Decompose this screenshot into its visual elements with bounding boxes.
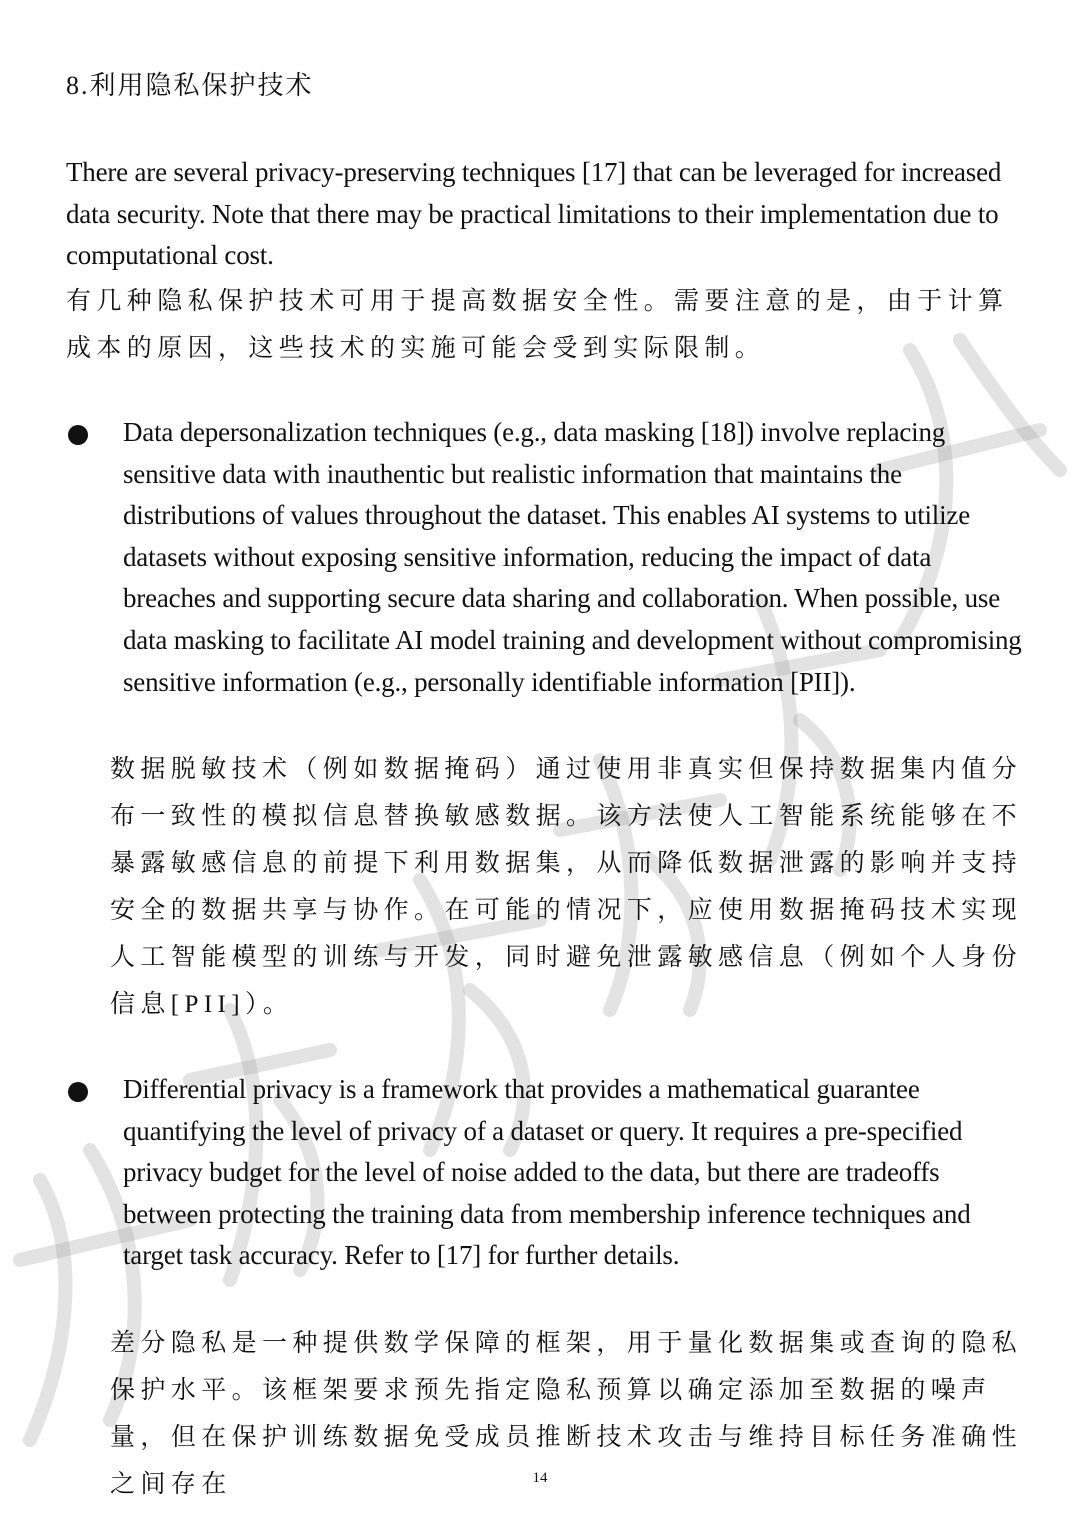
bullet-differential-privacy-en: Differential privacy is a framework that provides a mathematical guarantee quantifying the level of privacy of a dataset or query. It requires a pre-specified privacy budget for the level of noise added to the data, but there are tradeoffs between protecting the training data from membership inference techniques and target task accuracy. Refer to [17] for further details. xyxy=(123,1074,971,1271)
intro-paragraph-zh: 有几种隐私保护技术可用于提高数据安全性。需要注意的是，由于计算成本的原因，这些技术的实施可能会受到实际限制。 xyxy=(66,288,1009,362)
bullet-dot-icon xyxy=(68,1082,88,1102)
section-heading: 8.利用隐私保护技术 xyxy=(66,71,314,100)
bullet-data-depersonalization-zh: 数据脱敏技术（例如数据掩码）通过使用非真实但保持数据集内值分布一致性的模拟信息替换敏感数据。该方法使人工智能系统能够在不暴露敏感信息的前提下利用数据集，从而降低数据泄露的影响并支持安全的数据共享与协作。在可能的情况下，应使用数据掩码技术实现人工智能模型的训练与开发，同时避免泄露敏感信息（例如个人身份信息[PII]）。 xyxy=(110,756,1023,1018)
bullet-differential-privacy-zh: 差分隐私是一种提供数学保障的框架，用于量化数据集或查询的隐私保护水平。该框架要求预先指定隐私预算以确定添加至数据的噪声量，但在保护训练数据免受成员推断技术攻击与维持目标任务准确性之间存在 xyxy=(110,1330,1023,1498)
page-number: 14 xyxy=(532,1470,548,1486)
bullet-dot-icon xyxy=(68,425,88,445)
bullet-data-depersonalization-en: Data depersonalization techniques (e.g., data masking [18]) involve replacing sensitive data with inauthentic but realistic information that maintains the distributions of values throughout the dataset. This enables AI systems to utilize datasets without exposing sensitive information, reducing the impact of data breaches and supporting secure data sharing and collaboration. When possible, use data masking to facilitate AI model training and development without compromising sensitive information (e.g., personally identifiable information [PII]). xyxy=(123,417,1022,697)
intro-paragraph-en: There are several privacy-preserving techniques [17] that can be leveraged for increased data security. Note that there may be practical limitations to their implementation due to computational cost. xyxy=(66,157,1002,271)
